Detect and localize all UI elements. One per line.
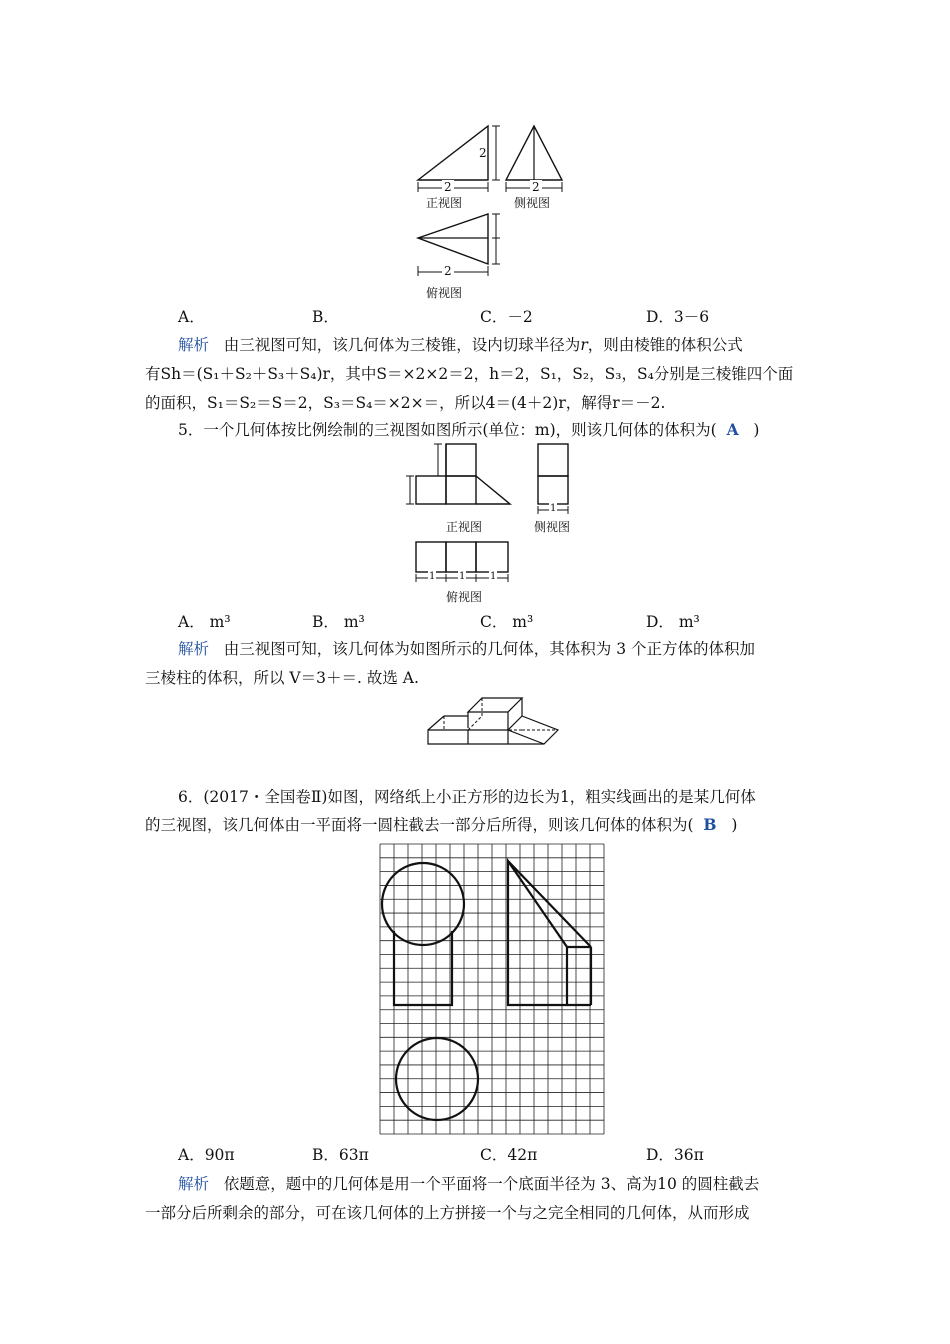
q6-stem-line1: 6．(2017・全国卷Ⅱ)如图，网络纸上小正方形的边长为1，粗实线画出的是某几何体 [178,788,756,806]
q6-analysis-line2: 一部分后所剩余的部分，可在该几何体的上方拼接一个与之完全相同的几何体，从而形成 [145,1204,750,1222]
q6-option-a: A．90π [178,1146,235,1164]
q5-option-d: D． m³ [646,613,700,631]
q4-analysis-line1 [178,333,743,355]
q5-answer: A [726,420,739,439]
q5-front-view-figure [404,440,514,516]
q4-side-width-label: 2 [532,180,540,194]
q6-option-d: D．36π [646,1146,704,1164]
q6-grid-lines [380,844,604,1134]
q5-top-caption: 俯视图 [446,590,483,604]
q4-front-width-label: 2 [444,180,452,194]
q5-analysis-line1 [178,637,755,659]
q6-option-c: C．42π [480,1146,538,1164]
q5-side-caption: 侧视图 [534,520,571,534]
q4-option-c: C．－2 [480,308,533,326]
q5-analysis-text1: 由三视图可知，该几何体为如图所示的几何体，其体积为 3 个正方体的体积加 [223,640,756,658]
q6-analysis-line1 [178,1172,759,1194]
q4-analysis-text1-end: ，则由棱锥的体积公式 [587,336,743,354]
q5-stem-close: ) [753,421,760,439]
q4-option-d: D．3－6 [646,308,710,326]
q5-option-c: C． m³ [480,613,534,631]
q5-front-caption: 正视图 [446,520,483,534]
q4-front-caption: 正视图 [426,196,463,210]
q4-analysis-var-r: r [580,336,588,354]
q6-stem-line2 [145,813,737,835]
q4-analysis-line3: 的面积，S₁＝S₂＝S＝2，S₃＝S₄＝×2×＝，所以4＝(4＋2)r，解得r＝－2. [145,394,666,412]
q5-stem-text: 5．一个几何体按比例绘制的三视图如图所示(单位：m)，则该几何体的体积为( [178,421,717,439]
q6-analysis-tag: 解析 [178,1175,210,1193]
q4-analysis-line2: 有Sh＝(S₁＋S₂＋S₃＋S₄)r，其中S＝×2×2＝2，h＝2，S₁，S₂，S₃，S₄分别是三棱锥四个面 [145,365,794,383]
q5-side-dim-label: 1 [550,503,557,514]
q5-option-b: B． m³ [312,613,365,631]
q5-top-dim-label-1: 1 [429,571,436,582]
q6-side-diagonal [508,861,591,947]
q6-stem-close: ) [731,816,738,834]
q6-analysis-text1: 依题意，题中的几何体是用一个平面将一个底面半径为 3、高为10 的圆柱截去 [223,1175,760,1193]
q6-option-b: B．63π [312,1146,369,1164]
q5-top-dim-label-3: 1 [490,571,497,582]
q4-option-b: B． [312,308,339,326]
q4-top-view-figure [410,206,500,288]
q4-front-height-label: 2 [479,146,487,160]
q6-grid-figure [379,843,605,1135]
q5-option-a: A． m³ [178,613,231,631]
q5-analysis-line2: 三棱柱的体积，所以 V＝3＋＝. 故选 A. [145,669,419,687]
q5-stem [178,418,759,440]
q6-side-shape [508,861,567,1005]
q5-analysis-tag: 解析 [178,640,210,658]
q4-top-width-label: 2 [444,264,452,278]
q4-analysis-text1: 由三视图可知，该几何体为三棱锥，设内切球半径为 [223,336,581,354]
q5-solid-figure [424,688,562,758]
q4-analysis-tag: 解析 [178,336,210,354]
q6-answer: B [703,815,717,834]
q4-side-caption: 侧视图 [514,196,551,210]
q6-stem-text: 的三视图，该几何体由一平面将一圆柱截去一部分后所得，则该几何体的体积为( [145,816,694,834]
q4-top-caption: 俯视图 [426,286,463,300]
q5-top-dim-label-2: 1 [459,571,466,582]
q4-option-a: A． [178,308,205,326]
